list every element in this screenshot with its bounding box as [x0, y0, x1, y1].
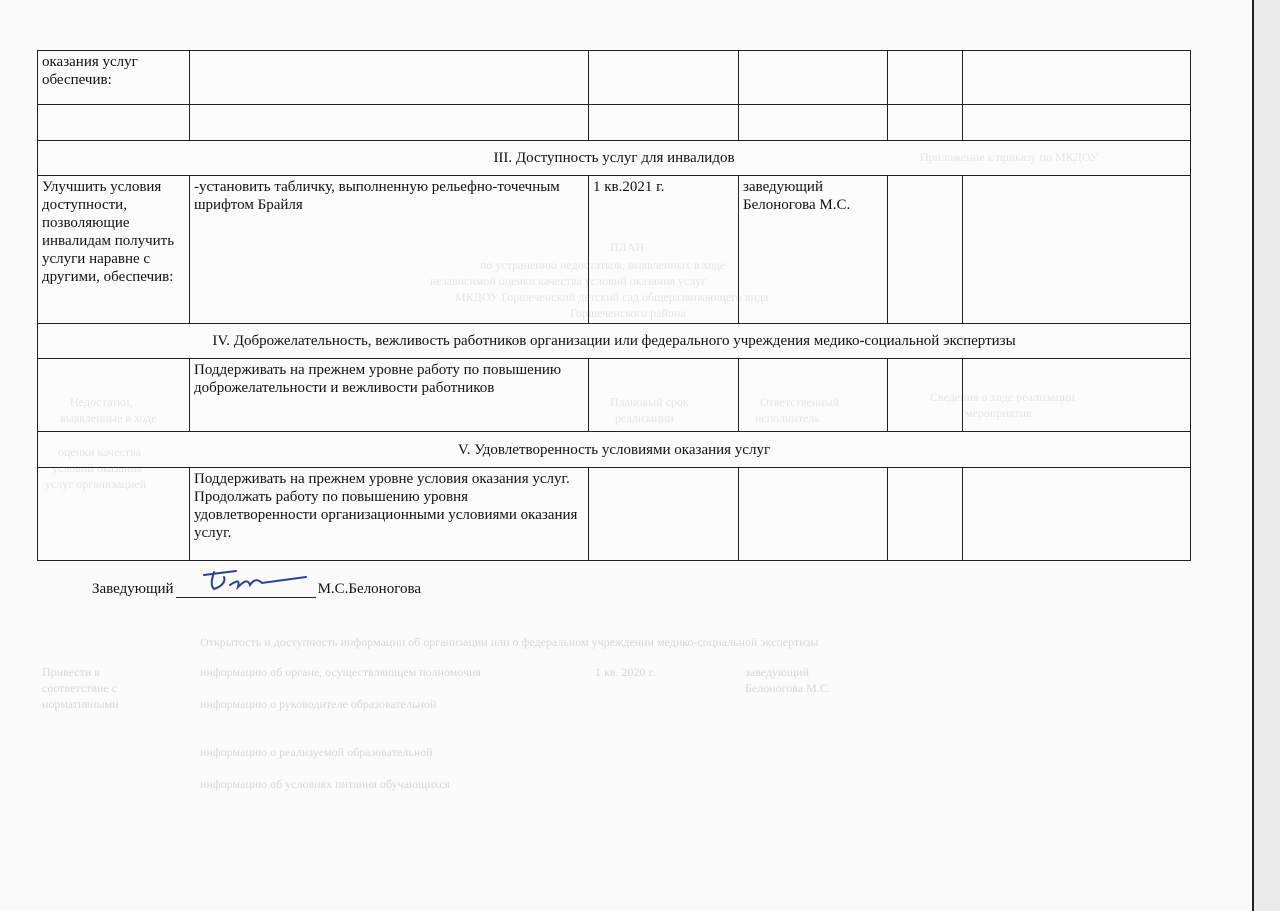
signature-line — [176, 581, 316, 598]
signatory-position: Заведующий — [92, 581, 174, 597]
table-cell — [963, 359, 1191, 432]
table-cell — [963, 176, 1191, 324]
table-cell — [888, 176, 963, 324]
table-cell — [888, 105, 963, 141]
table-cell — [888, 468, 963, 561]
table-cell — [888, 51, 963, 105]
section-header-row — [38, 324, 1191, 359]
signature-block — [92, 580, 421, 598]
table-cell: Поддерживать на прежнем уровне условия оказания услуг. Продолжать работу по повышению уровня удовлетворенности организационными условиями оказания услуг. — [190, 468, 589, 561]
table-cell: оказания услуг обеспечив: — [38, 51, 190, 105]
section-header-row — [38, 432, 1191, 468]
table-cell — [963, 51, 1191, 105]
scan-edge — [1252, 0, 1280, 911]
table-cell: заведующий Белоногова М.С. — [739, 176, 888, 324]
table-cell — [963, 105, 1191, 141]
table-cell: -установить табличку, выполненную рельефно-точечным шрифтом Брайля — [190, 176, 589, 324]
table-row — [38, 359, 1191, 432]
table-cell — [589, 359, 739, 432]
table-cell — [190, 51, 589, 105]
table-cell — [888, 359, 963, 432]
table-row — [38, 468, 1191, 561]
table-row — [38, 176, 1191, 324]
section-title: III. Доступность услуг для инвалидов — [38, 141, 1191, 176]
table-cell — [963, 468, 1191, 561]
section-title: IV. Доброжелательность, вежливость работников организации или федерального учреждения медико-социальной экспертизы — [38, 324, 1191, 359]
table-cell: Улучшить условия доступности, позволяющие инвалидам получить услуги наравне с другими, обеспечив: — [38, 176, 190, 324]
section-header-row — [38, 141, 1191, 176]
table-cell — [739, 105, 888, 141]
handwritten-signature — [196, 563, 316, 597]
table-cell — [739, 51, 888, 105]
table-cell — [589, 105, 739, 141]
table-cell: 1 кв.2021 г. — [589, 176, 739, 324]
table-cell — [38, 359, 190, 432]
signatory-name: М.С.Белоногова — [317, 581, 422, 597]
table-cell — [38, 468, 190, 561]
table-cell — [739, 468, 888, 561]
table-cell — [739, 359, 888, 432]
table-cell — [589, 51, 739, 105]
document-page: по устранению недостатков, выявленных в ходе независимой оценки качества условий оказания услуг МКДОУ Горшеченский детский сад общеразвивающего вида Горшеченского района Приложение к приказу по МКДОУ ПЛАН Недостатки, выявленные в ходе оценки качества условий оказания услуг организацией Плановый срок реализации Ответственный исполнитель Сведения о ходе реализации мероприятия Открытость и доступность информации об организации или о федеральном учреждении медико-социальной экспертизы Привести в соответствие с нормативными информацию об органе, осуществляющем полномочия информацию о руководителе образовательной информацию о реализуемой образовательной информацию об условиях питания обучающихся 1 кв. 2020 г. заведующий Белоногова М.С. оказания услуг обеспечив: III. Доступность услуг для инвалидов Улучшить условия доступности, позволяющие инвалидам получить услуги наравне с другими, обеспечив: -установить табличку, выполненную рельефно-точечным шрифтом Брайля 1 кв.2021 г. заведующий Белоногова М.С. IV. Доброжелательность, вежливость работников организации или федерального учреждения медико-социальной экспертизы Поддерживать на прежнем уровне работу по повышению доброжелательности и вежливости работников V. Удовлетворенность условиями оказания услуг Поддерживать на прежнем уровне условия оказания услуг. Продолжать работу по повышению уровня удовлетворенности организационными условиями оказания услуг. Заведующий М.С.Белоногова — [0, 0, 1252, 911]
table-cell — [589, 468, 739, 561]
table-cell — [190, 105, 589, 141]
table-cell — [38, 105, 190, 141]
table-row — [38, 51, 1191, 105]
table-row — [38, 105, 1191, 141]
table-cell: Поддерживать на прежнем уровне работу по повышению доброжелательности и вежливости работников — [190, 359, 589, 432]
action-plan-table — [37, 50, 1191, 561]
section-title: V. Удовлетворенность условиями оказания услуг — [38, 432, 1191, 468]
